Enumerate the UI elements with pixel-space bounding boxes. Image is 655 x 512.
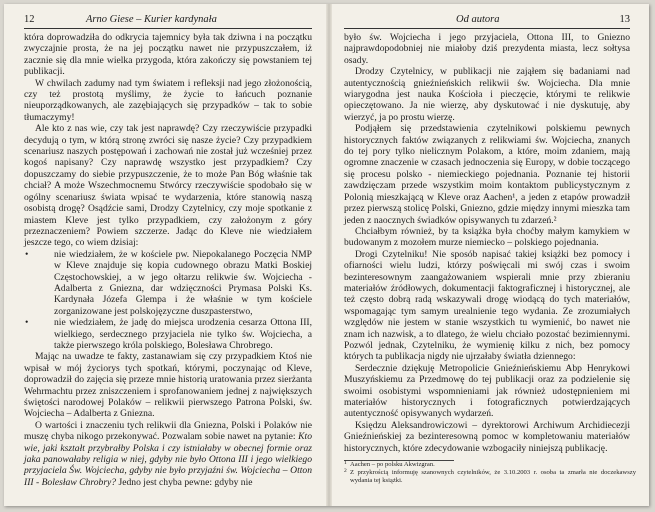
paragraph-5-start: O wartości i znaczeniu tych relikwii dla Gniezna, Polski i Polaków nie muszę chyba nikogo przekonywać. Pozwalam sobie nawet na pytanie: xyxy=(24,419,312,443)
footnote-text: Z przykrością informuję szanownych czytelników, że 3.10.2003 r. osoba ta zmarła nie doczekawszy wydania tej książki. xyxy=(350,469,636,485)
right-page xyxy=(344,14,636,485)
left-paragraph-4: Mając na uwadze te fakty, zastanawiam się czy przypadkiem Ktoś nie wpisał w mój życiorys tych spotkań, którymi, poczynając od Kleve, doprowadził do zajęcia się przeze mnie historią uratowania przez sierżanta Wehrmachtu przez zniszczeniem i sprofanowaniem jednej z największych świętości narodowej Polaków – relikwii pierwszego Patrona Polski, św. Wojciecha – Adalberta z Gniezna. xyxy=(24,351,312,420)
list-item xyxy=(24,317,312,351)
right-paragraph-2: Drodzy Czytelnicy, w publikacji nie zająłem się badaniami nad autentycznością gnieźnieńskich relikwii św. Wojciecha. Dla mnie wiarygodna jest nauka Kościoła i pieczęcie, którymi te relikwie opieczętowano. Ja nie wierzę, aby dyskutować i nie dyskutuję, aby wierzyć, ja po prostu wierzę. xyxy=(344,66,630,123)
right-paragraph-5: Drogi Czytelniku! Nie sposób napisać takiej książki bez pomocy i ofiarności wielu ludzi, którzy poświęcali mi swój czas i swoim bezinteresownym zaangażowaniem wspierali mnie przy zbieraniu materiałów źródłowych, dokumentacji faktograficznej i historycznej, ale też często dobrą radą wskazywali drogę wiodącą do tych materiałów, wspomagając tym samym urealnienie tego wydania. Ze zrozumiałych względów nie jestem w stanie wszystkich tu wymienić, bo nawet nie znam ich nazwisk, a to dlatego, że wielu chciało pozostać bezimiennymi. Pozwól jednak, Czytelniku, że wymienię kilku z nich, bez pomocy których ta publikacja nigdy nie ujrzałaby światła dziennego: xyxy=(344,248,630,363)
bullet-icon: • xyxy=(25,248,29,260)
right-paragraph-3: Podjąłem się przedstawienia czytelnikowi polskiemu pewnych historycznych faktów związanych z relikwiami św. Wojciecha, znanych do tej pory tylko nielicznym Polakom, a które, moim zdaniem, mają ogromne znaczenie w czasach jednoczenia się Europy, w dobie toczącego się procesu polsko - niemieckiego pojednania. Poznanie tej historii zawdzięczam przede wszystkim moim kontaktom publicystycznym z Polonią mieszkającą w Kleve oraz Aachen¹, a jeden z etapów prowadził przez pierwszą stolicę Polski, Gniezno, gdzie między innymi mieszka tam jeden z naocznych świadków opisywanych tu zdarzeń.² xyxy=(344,123,630,226)
left-running-head xyxy=(24,14,312,29)
paragraph-5-italic: Kto wie, jaki kształt przybrałby Polska i czy istniałaby w obecnej formie oraz jaka panowałaby religia w niej, gdyby nie było Ottona III i jego wielkiego przyjaciela Św. Wojciecha, gdyby nie było przyjaźni św. Wojciecha – Otton III - Bolesław Chrobry? xyxy=(24,431,312,488)
right-paragraph-7: Księdzu Aleksandrowiczowi – dyrektorowi Archiwum Archidiecezji Gnieźnieńskiej za bezinteresowną pomoc w kompletowaniu materiałów historycznych, które zdecydowanie wzbogaciły niniejszą publikację. xyxy=(344,419,630,454)
left-header-title: Arno Giese – Kurier kardynała xyxy=(86,14,217,25)
list-item xyxy=(24,249,312,317)
left-page-number: 12 xyxy=(24,14,35,25)
list-item-text: nie wiedziałem, że jadę do miejsca urodzenia cesarza Ottona III, wielkiego, serdecznego przyjaciela nie tylko św. Wojciecha, a także pierwszego króla polskiego, Bolesława Chrobrego. xyxy=(54,317,312,351)
footnote-mark: 1 xyxy=(344,460,347,467)
right-paragraph-6: Serdecznie dziękuję Metropolicie Gnieźnieńskiemu Abp Henrykowi Muszyńskiemu za Przedmowę do tej publikacji oraz za podzielenie się swoimi osobistymi wspomnieniami jak również udostępnieniem mi materiałów historycznych i fotograficznych potwierdzających autentyczność opisywanych wydarzeń. xyxy=(344,362,630,420)
right-header-title: Od autora xyxy=(456,14,500,25)
paragraph-5-end: Jedno jest chyba pewne: gdyby nie xyxy=(118,476,253,488)
right-page-number: 13 xyxy=(619,14,630,25)
left-paragraph-3: Ale kto z nas wie, czy tak jest naprawdę? Czy rzeczywiście przypadki decydują o tym, w którą stronę zwróci się nasze życie? Czy przypadkiem scenariusz naszych postępowań i zachowań nie został już wcześniej przez kogoś napisany? Czy naprawdę wszystko jest przypadkiem? Czy dopuszczamy do siebie przypuszczenie, że to może Pan Bóg właśnie tak chciał? A może Wszechmocnemu Stwórcy rzeczywiście spodobało się w ogólny scenariusz świata wpisać te wydarzenia, które stanowią naszą osobistą drogę? Osądźcie sami, Drodzy Czytelnicy, czy moje spotkanie z miastem Kleve jest tylko przypadkiem, czy założonym z góry przeznaczeniem? Powiem szczerze. Jadąc do Kleve nie wiedziałem jeszcze tego, co wiem dzisiaj: xyxy=(24,123,312,249)
list-item-text: nie wiedziałem, że w kościele pw. Niepokalanego Poczęcia NMP w Kleve znajduje się kopia cudownego obrazu Matki Boskiej Częstochowskiej, a w jego ołtarzu relikwie św. Wojciecha - Adalberta z Gniezna, dar wdzięczności Prymasa Polski Ks. Kardynała Józefa Glempa i że właśnie w tym kościele zorganizowane jest polskojęzyczne duszpasterstwo, xyxy=(54,248,312,317)
right-paragraph-1: było św. Wojciecha i jego przyjaciela, Ottona III, to Gniezno najprawdopodobniej nie miałoby dziś prezydenta miasta, lecz sołtysa osady. xyxy=(344,32,630,66)
footnote-text: Aachen – po polsku Akwizgran. xyxy=(350,461,435,469)
book-gutter xyxy=(326,4,332,506)
book-spread xyxy=(4,4,649,506)
footnote-2 xyxy=(344,469,636,485)
left-page xyxy=(24,14,312,488)
right-paragraph-4: Chciałbym również, by ta książka była choćby małym kamykiem w budowanym z mozołem murze niemiecko – polskiego pojednania. xyxy=(344,225,630,249)
left-bullet-list xyxy=(24,249,312,352)
footnote-mark: 2 xyxy=(344,468,347,475)
right-running-head xyxy=(344,14,630,29)
bullet-icon: • xyxy=(25,317,29,329)
left-paragraph-5 xyxy=(24,420,312,488)
left-paragraph-2: W chwilach zadumy nad tym światem i refleksji nad jego złożonością, czy też prostotą myślimy, że życie to łańcuch poznanie nieuporządkowanych, ale zazębiających się przypadków – tak to sobie tłumaczymy! xyxy=(24,77,312,123)
footnote-1 xyxy=(344,461,636,469)
left-paragraph-1: która doprowadziła do odkrycia tajemnicy była tak dziwna i na początku zwyczajnie prosta, że na jej początku nawet nie przypuszczałem, iż zacznie się dla mnie wielka przygoda, która zakończy się powstaniem tej publikacji. xyxy=(24,32,312,78)
